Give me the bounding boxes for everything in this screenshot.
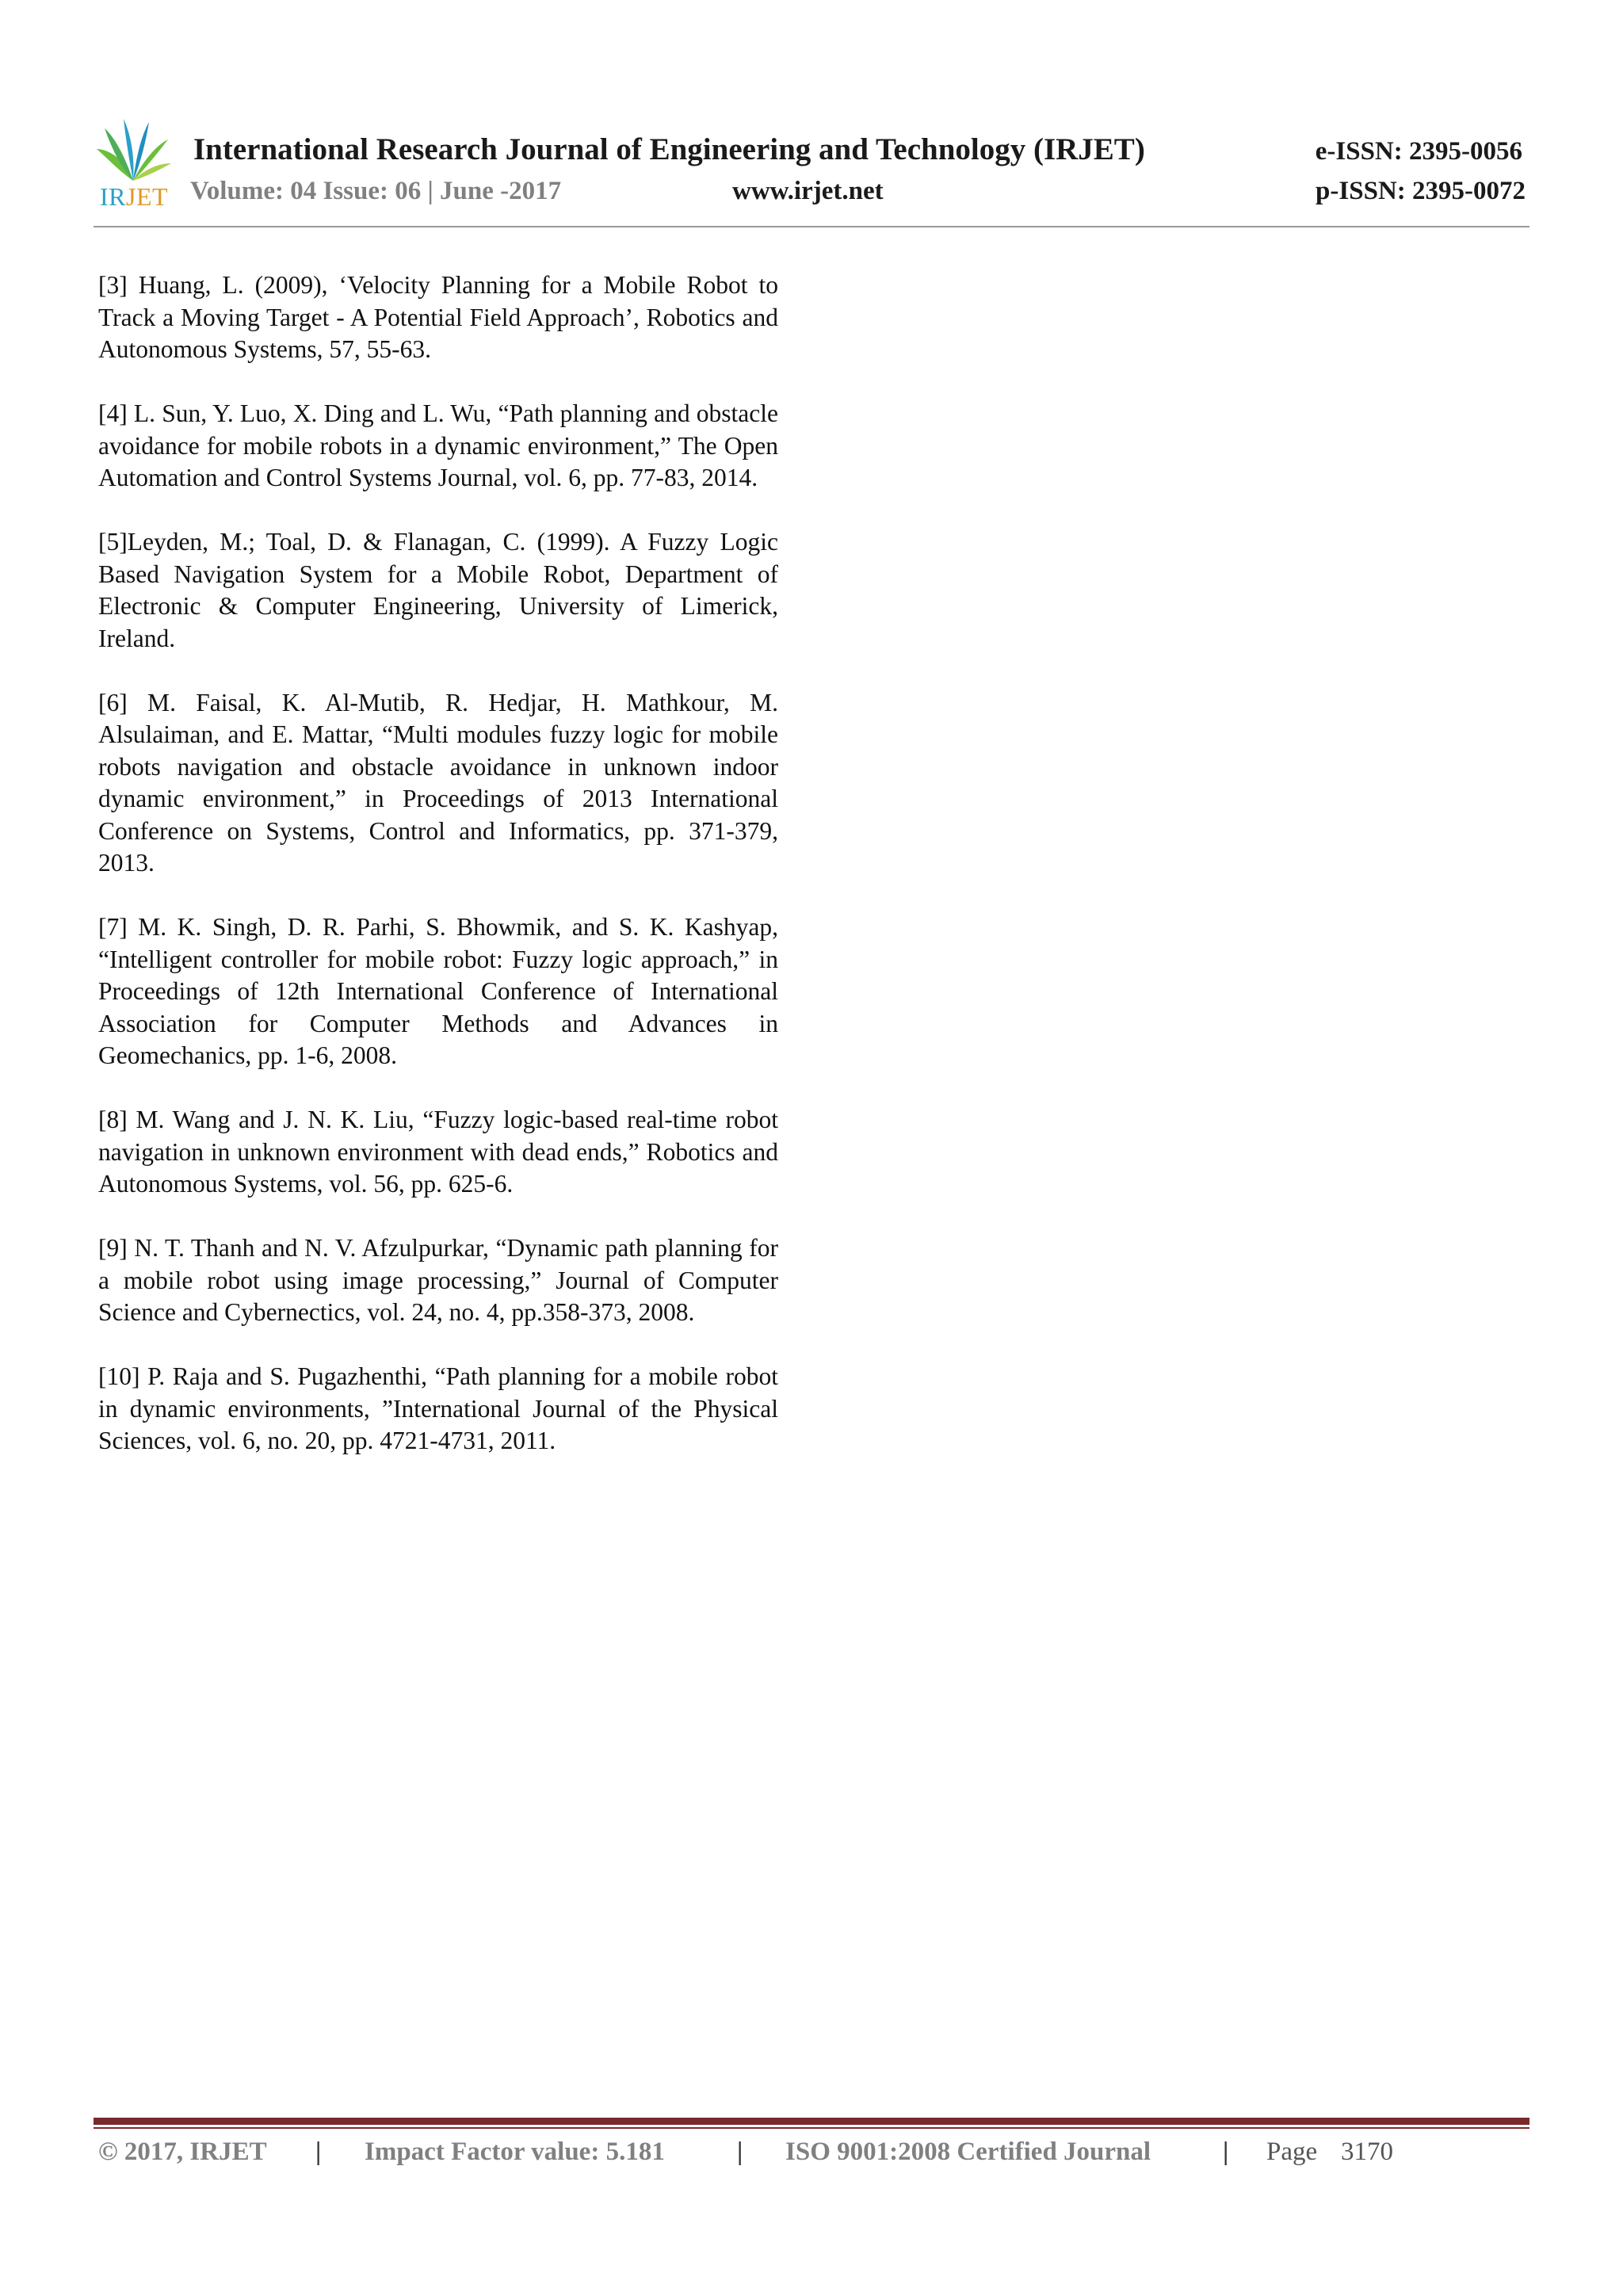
reference-item: [6] M. Faisal, K. Al-Mutib, R. Hedjar, H. Mathkour, M. Alsulaiman, and E. Mattar, “Multi modules fuzzy logic for mobile robots navigation and obstacle avoidance in unknown indoor dynamic environment,” in Proceedings of 2013 International Conference on Systems, Control and Informatics, pp. 371-379, 2013. bbox=[98, 688, 778, 877]
logo-text-ir: IR bbox=[100, 182, 126, 211]
footer-divider-thin bbox=[94, 2127, 1529, 2129]
journal-title: International Research Journal of Engineering and Technology (IRJET) bbox=[193, 132, 1145, 166]
volume-issue: Volume: 04 Issue: 06 | June -2017 bbox=[190, 177, 562, 205]
logo-wordmark bbox=[100, 182, 168, 211]
pissn: p-ISSN: 2395-0072 bbox=[1316, 177, 1526, 205]
journal-website-link[interactable]: www.irjet.net bbox=[732, 177, 884, 205]
eissn: e-ISSN: 2395-0056 bbox=[1315, 137, 1522, 166]
header-divider bbox=[94, 226, 1529, 227]
footer-separator: | bbox=[1223, 2137, 1229, 2166]
footer-iso: ISO 9001:2008 Certified Journal bbox=[785, 2137, 1151, 2166]
reference-item: [3] Huang, L. (2009), ‘Velocity Planning for a Mobile Robot to Track a Moving Target - A Potential Field Approach’, Robotics and Autonomous Systems, 57, 55-63. bbox=[98, 271, 778, 363]
reference-item: [4] L. Sun, Y. Luo, X. Ding and L. Wu, “Path planning and obstacle avoidance for mobile robots in a dynamic environment,” The Open Automation and Control Systems Journal, vol. 6, pp. 77-83, 2014. bbox=[98, 399, 778, 491]
irjet-logo bbox=[94, 117, 181, 212]
footer-impact-factor: Impact Factor value: 5.181 bbox=[365, 2137, 665, 2166]
footer-copyright: © 2017, IRJET bbox=[98, 2137, 267, 2166]
footer-page-label: Page bbox=[1266, 2137, 1318, 2166]
footer-divider-thick bbox=[94, 2118, 1529, 2125]
reference-item: [8] M. Wang and J. N. K. Liu, “Fuzzy logic-based real-time robot navigation in unknown environment with dead ends,” Robotics and Autonomous Systems, vol. 56, pp. 625-6. bbox=[98, 1106, 778, 1198]
reference-item: [10] P. Raja and S. Pugazhenthi, “Path planning for a mobile robot in dynamic environments, ”International Journal of the Physical Sciences, vol. 6, no. 20, pp. 4721-4731, 2011. bbox=[98, 1362, 778, 1454]
references-column bbox=[98, 269, 778, 1489]
footer-separator: | bbox=[315, 2137, 322, 2166]
page-header bbox=[94, 111, 1532, 230]
footer-page-number: 3170 bbox=[1341, 2137, 1393, 2166]
logo-text-jet: JET bbox=[126, 182, 169, 211]
reference-item: [9] N. T. Thanh and N. V. Afzulpurkar, “Dynamic path planning for a mobile robot using image processing,” Journal of Computer Science and Cybernectics, vol. 24, no. 4, pp.358-373, 2008. bbox=[98, 1234, 778, 1326]
leaf-fan-icon bbox=[94, 117, 173, 182]
reference-item: [7] M. K. Singh, D. R. Parhi, S. Bhowmik, and S. K. Kashyap, “Intelligent controller for mobile robot: Fuzzy logic approach,” in Proceedings of 12th International Conference of International Association for Computer Methods and Advances in Geomechanics, pp. 1-6, 2008. bbox=[98, 913, 778, 1069]
reference-item: [5]Leyden, M.; Toal, D. & Flanagan, C. (1999). A Fuzzy Logic Based Navigation System for a Mobile Robot, Department of Electronic & Computer Engineering, University of Limerick, Ireland. bbox=[98, 528, 778, 652]
footer-separator: | bbox=[737, 2137, 743, 2166]
